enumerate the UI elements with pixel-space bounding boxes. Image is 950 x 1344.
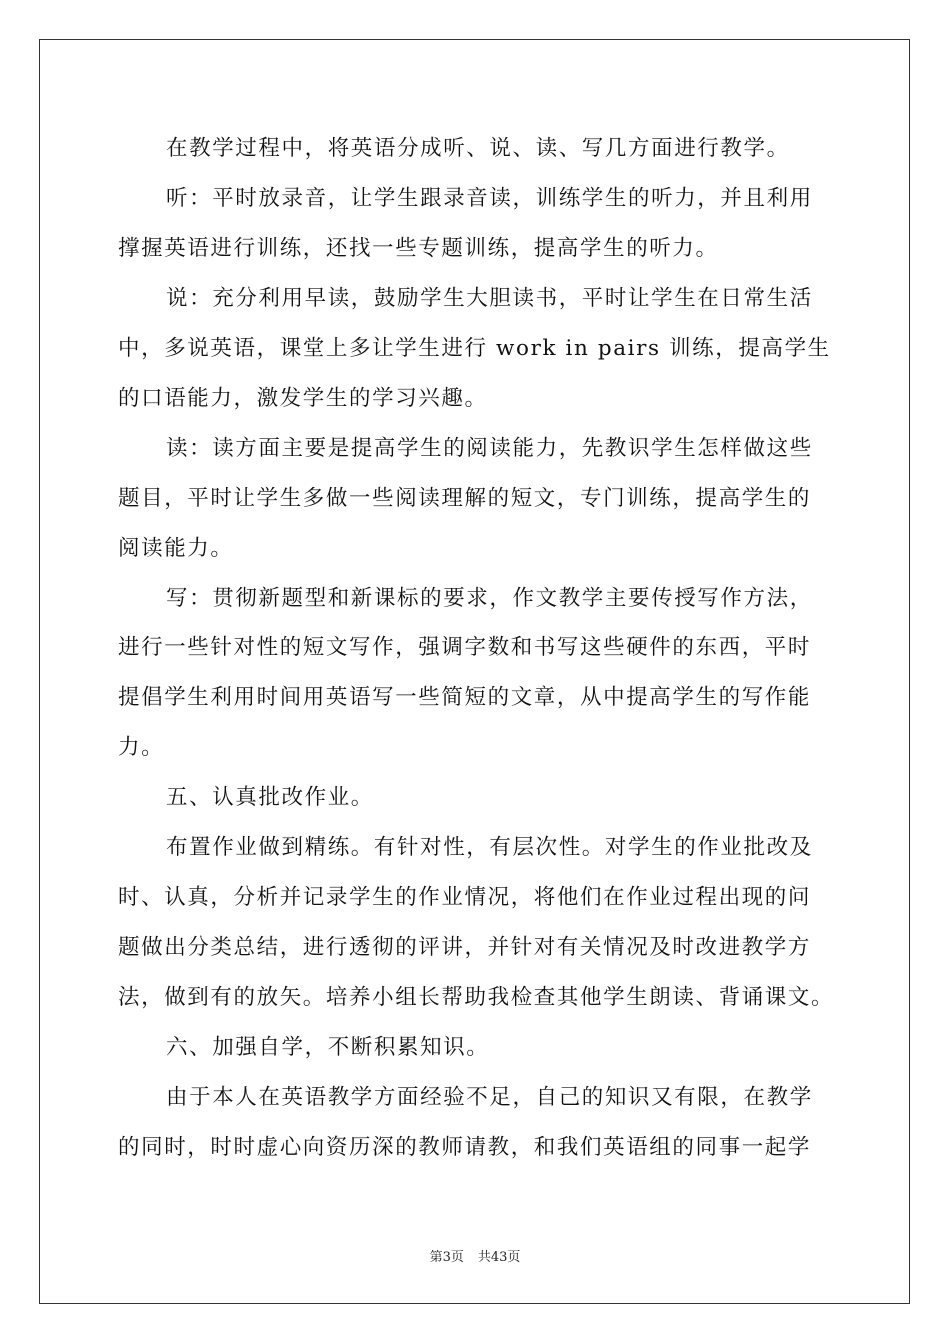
paragraph-line: 题目，平时让学生多做一些阅读理解的短文，专门训练，提高学生的 bbox=[118, 486, 812, 511]
paragraph-line: 听：平时放录音，让学生跟录音读，训练学生的听力，并且利用 bbox=[166, 186, 813, 211]
paragraph-line: 由于本人在英语教学方面经验不足，自己的知识又有限，在教学 bbox=[166, 1085, 813, 1110]
paragraph-line: 在教学过程中，将英语分成听、说、读、写几方面进行教学。 bbox=[166, 136, 790, 161]
section-heading: 五、认真批改作业。 bbox=[166, 785, 374, 810]
page-number: 第3页 bbox=[429, 1250, 464, 1265]
paragraph-line: 的同时，时时虚心向资历深的教师请教，和我们英语组的同事一起学 bbox=[118, 1135, 812, 1160]
paragraph-line: 撑握英语进行训练，还找一些专题训练，提高学生的听力。 bbox=[118, 236, 719, 261]
paragraph-line: 中，多说英语，课堂上多让学生进行 work in pairs 训练，提高学生 bbox=[118, 336, 831, 361]
paragraph-line: 题做出分类总结，进行透彻的评讲，并针对有关情况及时改进教学方 bbox=[118, 935, 812, 960]
paragraph-line: 提倡学生利用时间用英语写一些简短的文章，从中提高学生的写作能 bbox=[118, 685, 812, 710]
paragraph-line: 力。 bbox=[118, 735, 165, 760]
paragraph-line: 写：贯彻新题型和新课标的要求，作文教学主要传授写作方法， bbox=[166, 586, 813, 611]
paragraph-line: 阅读能力。 bbox=[118, 536, 234, 561]
page-border bbox=[39, 39, 910, 1304]
paragraph-line: 读：读方面主要是提高学生的阅读能力，先教识学生怎样做这些 bbox=[166, 436, 813, 461]
paragraph-line: 法，做到有的放矢。培养小组长帮助我检查其他学生朗读、背诵课文。 bbox=[118, 985, 835, 1010]
paragraph-line: 时、认真，分析并记录学生的作业情况，将他们在作业过程出现的问 bbox=[118, 885, 812, 910]
paragraph-line: 说：充分利用早读，鼓励学生大胆读书，平时让学生在日常生活 bbox=[166, 286, 813, 311]
page-footer bbox=[0, 1246, 950, 1265]
paragraph-line: 布置作业做到精练。有针对性，有层次性。对学生的作业批改及 bbox=[166, 835, 813, 860]
section-heading: 六、加强自学，不断积累知识。 bbox=[166, 1035, 490, 1060]
paragraph-line: 的口语能力，激发学生的学习兴趣。 bbox=[118, 386, 488, 411]
paragraph-line: 进行一些针对性的短文写作，强调字数和书写这些硬件的东西，平时 bbox=[118, 635, 812, 660]
page-total: 共43页 bbox=[477, 1250, 521, 1265]
